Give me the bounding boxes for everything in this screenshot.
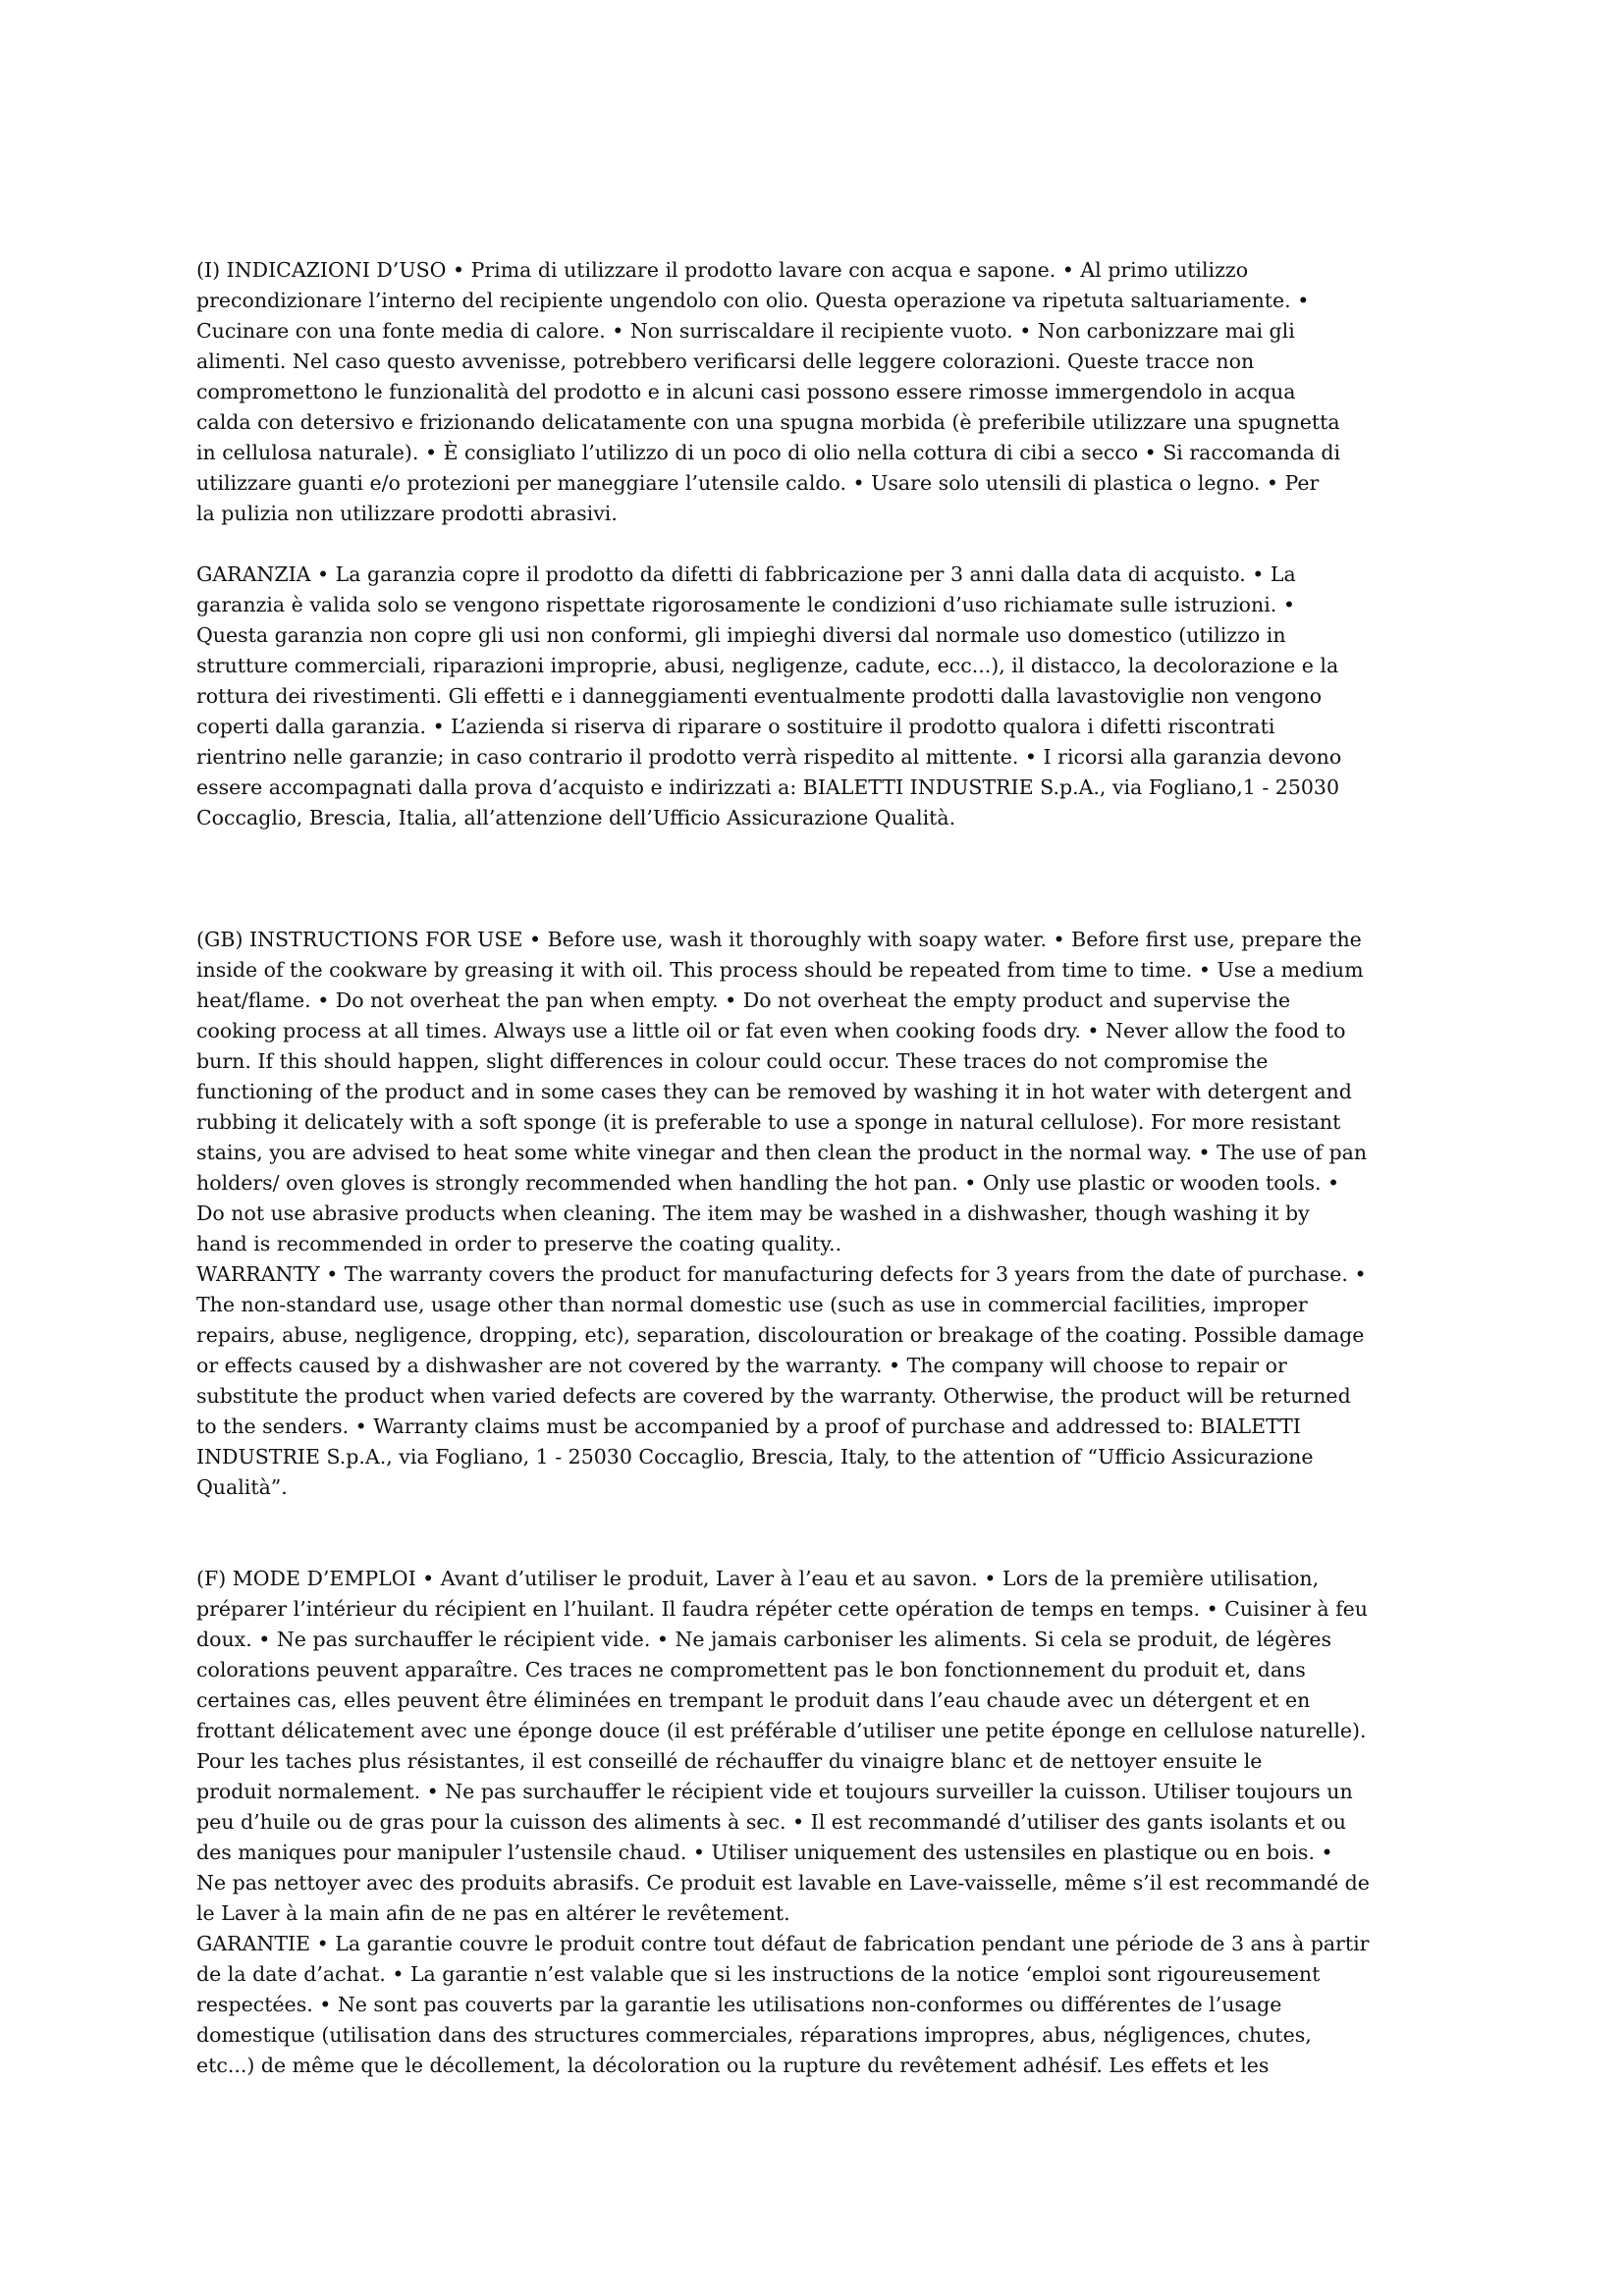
english-usage-instructions: (GB) INSTRUCTIONS FOR USE • Before use, wash it thoroughly with soapy water. • Before first use, prepare the inside of the cookware by greasing it with oil. This process should be repeated from time to time. • Use a medium heat/flame. • Do not overheat the pan when empty. • Do not overheat the empty product and supervise the cooking process at all times. Always use a little oil or fat even when cooking foods dry. • Never allow the food to burn. If this should happen, slight differences in colour could occur. These traces do not compromise the functioning of the product and in some cases they can be removed by washing it in hot water with detergent and rubbing it delicately with a soft sponge (it is preferable to use a sponge in natural cellulose). For more resistant stains, you are advised to heat some white vinegar and then clean the product in the normal way. • The use of pan holders/ oven gloves is strongly recommended when handling the hot pan. • Only use plastic or wooden tools. • Do not use abrasive products when cleaning. The item may be washed in a dishwasher, though washing it by hand is recommended in order to preserve the coating quality..	[196, 928, 1368, 1255]
french-warranty-text: GARANTIE • La garantie couvre le produit contre tout défaut de fabrication pendant une période de 3 ans à partir de la date d’achat. • La garantie n’est valable que si les instructions de la notice ‘emploi sont rigoureusement respectées. • Ne sont pas couverts par la garantie les utilisations non-conformes ou différentes de l’usage domestique (utilisation dans des structures commerciales, réparations impropres, abus, négligences, chutes, etc...) de même que le décollement, la décoloration ou la rupture du revêtement adhésif. Les effets et les	[196, 1932, 1370, 2077]
italian-usage-instructions: (I) INDICAZIONI D’USO • Prima di utilizzare il prodotto lavare con acqua e sapone. • Al primo utilizzo precondizionare l’interno del recipiente ungendolo con olio. Questa operazione va ripetuta saltuariamente. • Cucinare con una fonte media di calore. • Non surriscaldare il recipiente vuoto. • Non carbonizzare mai gli alimenti. Nel caso questo avvenisse, potrebbero verificarsi delle leggere colorazioni. Queste tracce non compromettono le funzionalità del prodotto e in alcuni casi possono essere rimosse immergendolo in acqua calda con detersivo e frizionando delicatamente con una spugna morbida (è preferibile utilizzare una spugnetta in cellulosa naturale). • È consigliato l’utilizzo di un poco di olio nella cottura di cibi a secco • Si raccomanda di utilizzare guanti e/o protezioni per maneggiare l’utensile caldo. • Usare solo utensili di plastica o legno. • Per la pulizia non utilizzare prodotti abrasivi.	[196, 258, 1341, 525]
english-warranty-text: WARRANTY • The warranty covers the product for manufacturing defects for 3 years from the date of purchase. • The non-standard use, usage other than normal domestic use (such as use in commercial facilities, improper repairs, abuse, negligence, dropping, etc), separation, discolouration or breakage of the coating. Possible damage or effects caused by a dishwasher are not covered by the warranty. • The company will choose to repair or substitute the product when varied defects are covered by the warranty. Otherwise, the product will be returned to the senders. • Warranty claims must be accompanied by a proof of purchase and addressed to: BIALETTI INDUSTRIE S.p.A., via Fogliano, 1 - 25030 Coccaglio, Brescia, Italy, to the attention of “Ufficio Assicurazione Qualità”.	[196, 1262, 1367, 1499]
document-page	[196, 255, 1445, 2081]
italian-warranty-text: GARANZIA • La garanzia copre il prodotto da difetti di fabbricazione per 3 anni dalla data di acquisto. • La garanzia è valida solo se vengono rispettate rigorosamente le condizioni d’uso richiamate sulle istruzioni. • Questa garanzia non copre gli usi non conformi, gli impieghi diversi dal normale uso domestico (utilizzo in strutture commerciali, riparazioni improprie, abusi, negligenze, cadute, ecc...), il distacco, la decolorazione e la rottura dei rivestimenti. Gli effetti e i danneggiamenti eventualmente prodotti dalla lavastoviglie non vengono coperti dalla garanzia. • L’azienda si riserva di riparare o sostituire il prodotto qualora i difetti riscontrati rientrino nelle garanzie; in caso contrario il prodotto verrà rispedito al mittente. • I ricorsi alla garanzia devono essere accompagnati dalla prova d’acquisto e indirizzati a: BIALETTI INDUSTRIE S.p.A., via Fogliano,1 - 25030 Coccaglio, Brescia, Italia, all’attenzione dell’Ufficio Assicurazione Qualità.	[196, 562, 1342, 829]
french-usage-instructions: (F) MODE D’EMPLOI • Avant d’utiliser le produit, Laver à l’eau et au savon. • Lors de la première utilisation, préparer l’intérieur du récipient en l’huilant. Il faudra répéter cette opération de temps en temps. • Cuisiner à feu doux. • Ne pas surchauffer le récipient vide. • Ne jamais carboniser les aliments. Si cela se produit, de légères colorations peuvent apparaître. Ces traces ne compromettent pas le bon fonctionnement du produit et, dans certaines cas, elles peuvent être éliminées en trempant le produit dans l’eau chaude avec un détergent et en frottant délicatement avec une éponge douce (il est préférable d’utiliser une petite éponge en cellulose naturelle). Pour les taches plus résistantes, il est conseillé de réchauffer du vinaigre blanc et de nettoyer ensuite le produit normalement. • Ne pas surchauffer le récipient vide et toujours surveiller la cuisson. Utiliser toujours un peu d’huile ou de gras pour la cuisson des aliments à sec. • Il est recommandé d’utiliser des gants isolants et ou des maniques pour manipuler l’ustensile chaud. • Utiliser uniquement des ustensiles en plastique ou en bois. • Ne pas nettoyer avec des produits abrasifs. Ce produit est lavable en Lave-vaisselle, même s’il est recommandé de le Laver à la main afin de ne pas en altérer le revêtement.	[196, 1567, 1370, 1925]
